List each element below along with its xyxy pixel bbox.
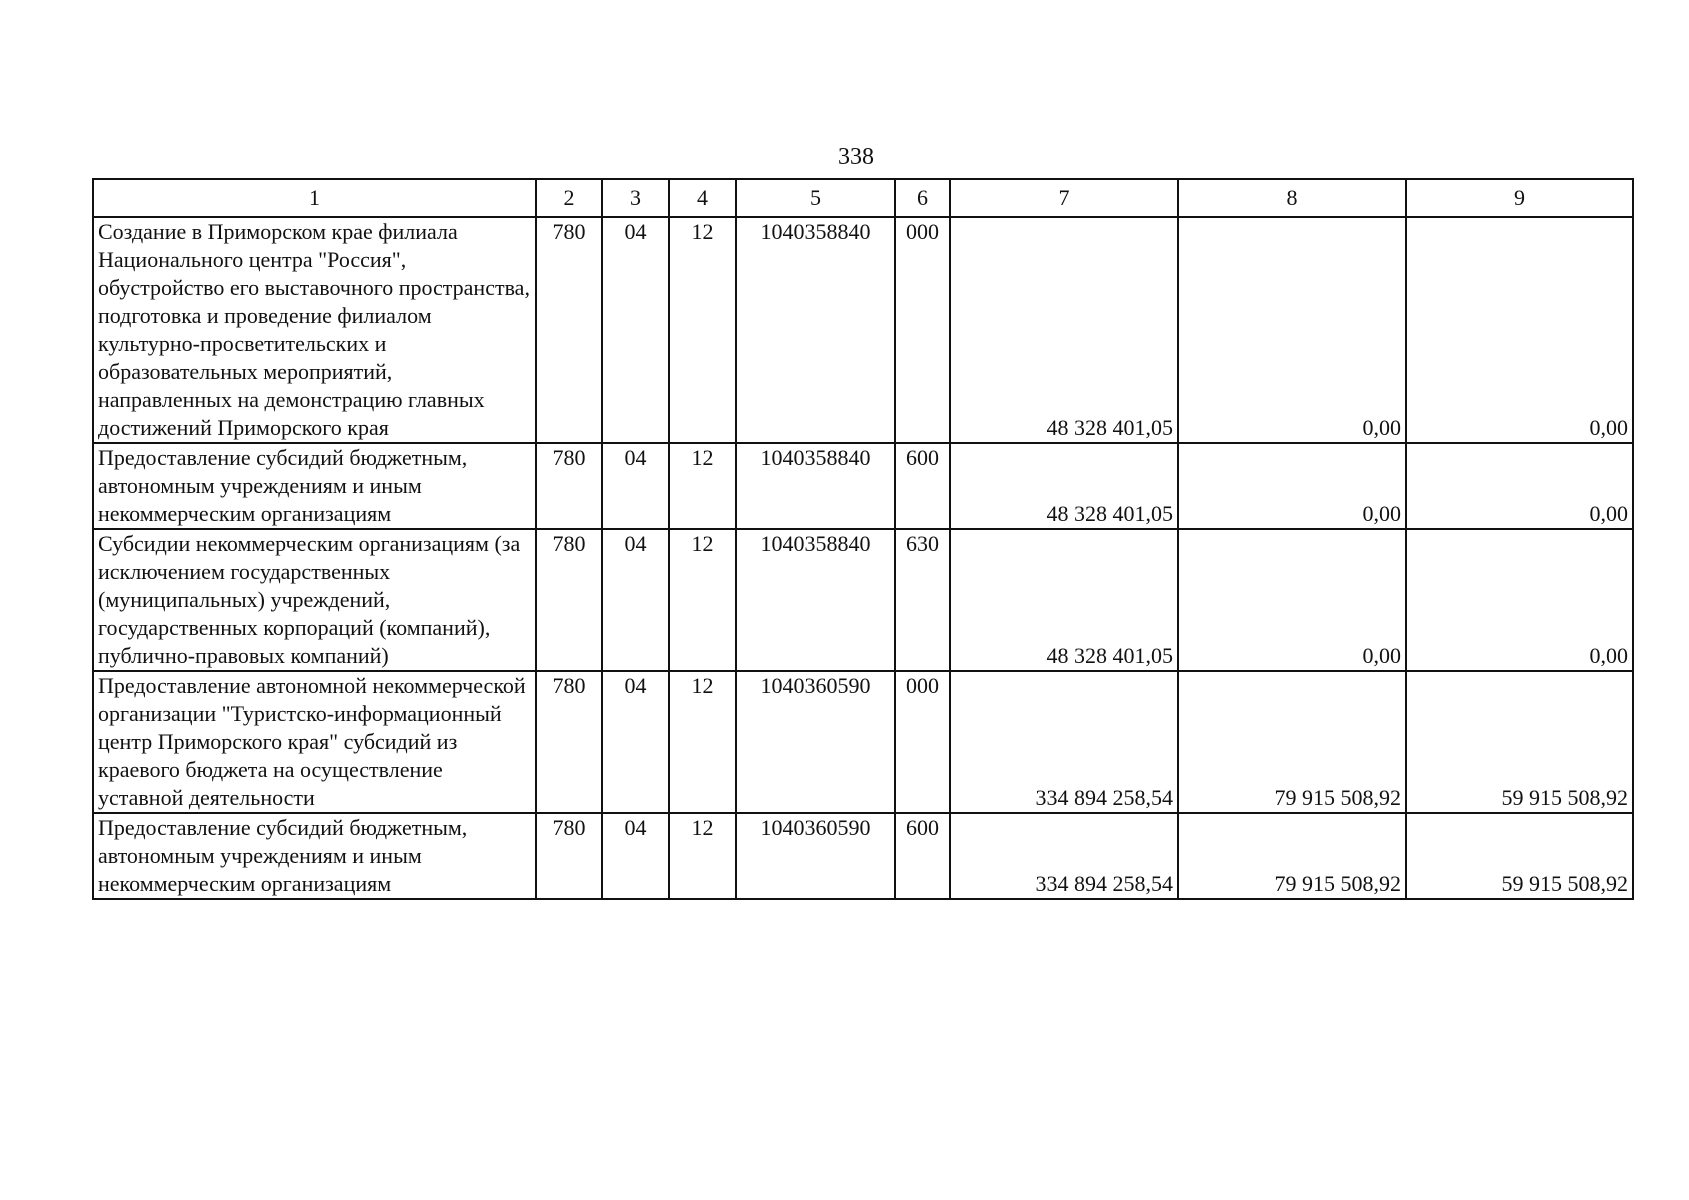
- header-cell: 9: [1406, 179, 1633, 217]
- code-ministry: 780: [536, 217, 602, 443]
- table-row: [93, 813, 1633, 899]
- row-description: Предоставление субсидий бюджетным, автономным учреждениям и иным некоммерческим организациям: [93, 443, 536, 529]
- code-target: 1040358840: [736, 217, 895, 443]
- header-cell: 2: [536, 179, 602, 217]
- code-expense-type: 600: [895, 443, 950, 529]
- code-subsection: 12: [669, 529, 736, 671]
- amount-col7: 48 328 401,05: [950, 529, 1178, 671]
- code-section: 04: [602, 217, 669, 443]
- code-expense-type: 630: [895, 529, 950, 671]
- code-section: 04: [602, 443, 669, 529]
- amount-col8: 0,00: [1178, 529, 1406, 671]
- code-ministry: 780: [536, 529, 602, 671]
- code-expense-type: 000: [895, 671, 950, 813]
- code-target: 1040360590: [736, 671, 895, 813]
- code-target: 1040360590: [736, 813, 895, 899]
- row-description: Создание в Приморском крае филиала Национального центра "Россия", обустройство его выставочного пространства, подготовка и проведение филиалом культурно-просветительских и образовательных мероприятий, направленных на демонстрацию главных достижений Приморского края: [93, 217, 536, 443]
- header-row: [93, 179, 1633, 217]
- code-expense-type: 600: [895, 813, 950, 899]
- code-section: 04: [602, 671, 669, 813]
- amount-col9: 0,00: [1406, 529, 1633, 671]
- code-expense-type: 000: [895, 217, 950, 443]
- amount-col8: 0,00: [1178, 443, 1406, 529]
- amount-col8: 0,00: [1178, 217, 1406, 443]
- code-ministry: 780: [536, 671, 602, 813]
- header-cell: 8: [1178, 179, 1406, 217]
- amount-col9: 59 915 508,92: [1406, 671, 1633, 813]
- code-subsection: 12: [669, 443, 736, 529]
- amount-col7: 48 328 401,05: [950, 443, 1178, 529]
- code-ministry: 780: [536, 443, 602, 529]
- page-number: 338: [838, 144, 874, 170]
- header-cell: 7: [950, 179, 1178, 217]
- row-description: Предоставление субсидий бюджетным, автономным учреждениям и иным некоммерческим организациям: [93, 813, 536, 899]
- code-ministry: 780: [536, 813, 602, 899]
- code-subsection: 12: [669, 671, 736, 813]
- table-row: [93, 529, 1633, 671]
- code-subsection: 12: [669, 217, 736, 443]
- row-description: Предоставление автономной некоммерческой организации "Туристско-информационный центр Приморского края" субсидий из краевого бюджета на осуществление уставной деятельности: [93, 671, 536, 813]
- amount-col7: 334 894 258,54: [950, 813, 1178, 899]
- amount-col9: 0,00: [1406, 443, 1633, 529]
- amount-col9: 59 915 508,92: [1406, 813, 1633, 899]
- code-section: 04: [602, 813, 669, 899]
- amount-col9: 0,00: [1406, 217, 1633, 443]
- amount-col8: 79 915 508,92: [1178, 813, 1406, 899]
- header-cell: 5: [736, 179, 895, 217]
- code-section: 04: [602, 529, 669, 671]
- code-subsection: 12: [669, 813, 736, 899]
- header-cell: 1: [93, 179, 536, 217]
- header-cell: 6: [895, 179, 950, 217]
- code-target: 1040358840: [736, 529, 895, 671]
- amount-col8: 79 915 508,92: [1178, 671, 1406, 813]
- amount-col7: 334 894 258,54: [950, 671, 1178, 813]
- code-target: 1040358840: [736, 443, 895, 529]
- table-row: [93, 671, 1633, 813]
- table-row: [93, 217, 1633, 443]
- header-cell: 3: [602, 179, 669, 217]
- budget-table: [92, 178, 1634, 900]
- table-row: [93, 443, 1633, 529]
- row-description: Субсидии некоммерческим организациям (за исключением государственных (муниципальных) учреждений, государственных корпораций (компаний), публично-правовых компаний): [93, 529, 536, 671]
- header-cell: 4: [669, 179, 736, 217]
- amount-col7: 48 328 401,05: [950, 217, 1178, 443]
